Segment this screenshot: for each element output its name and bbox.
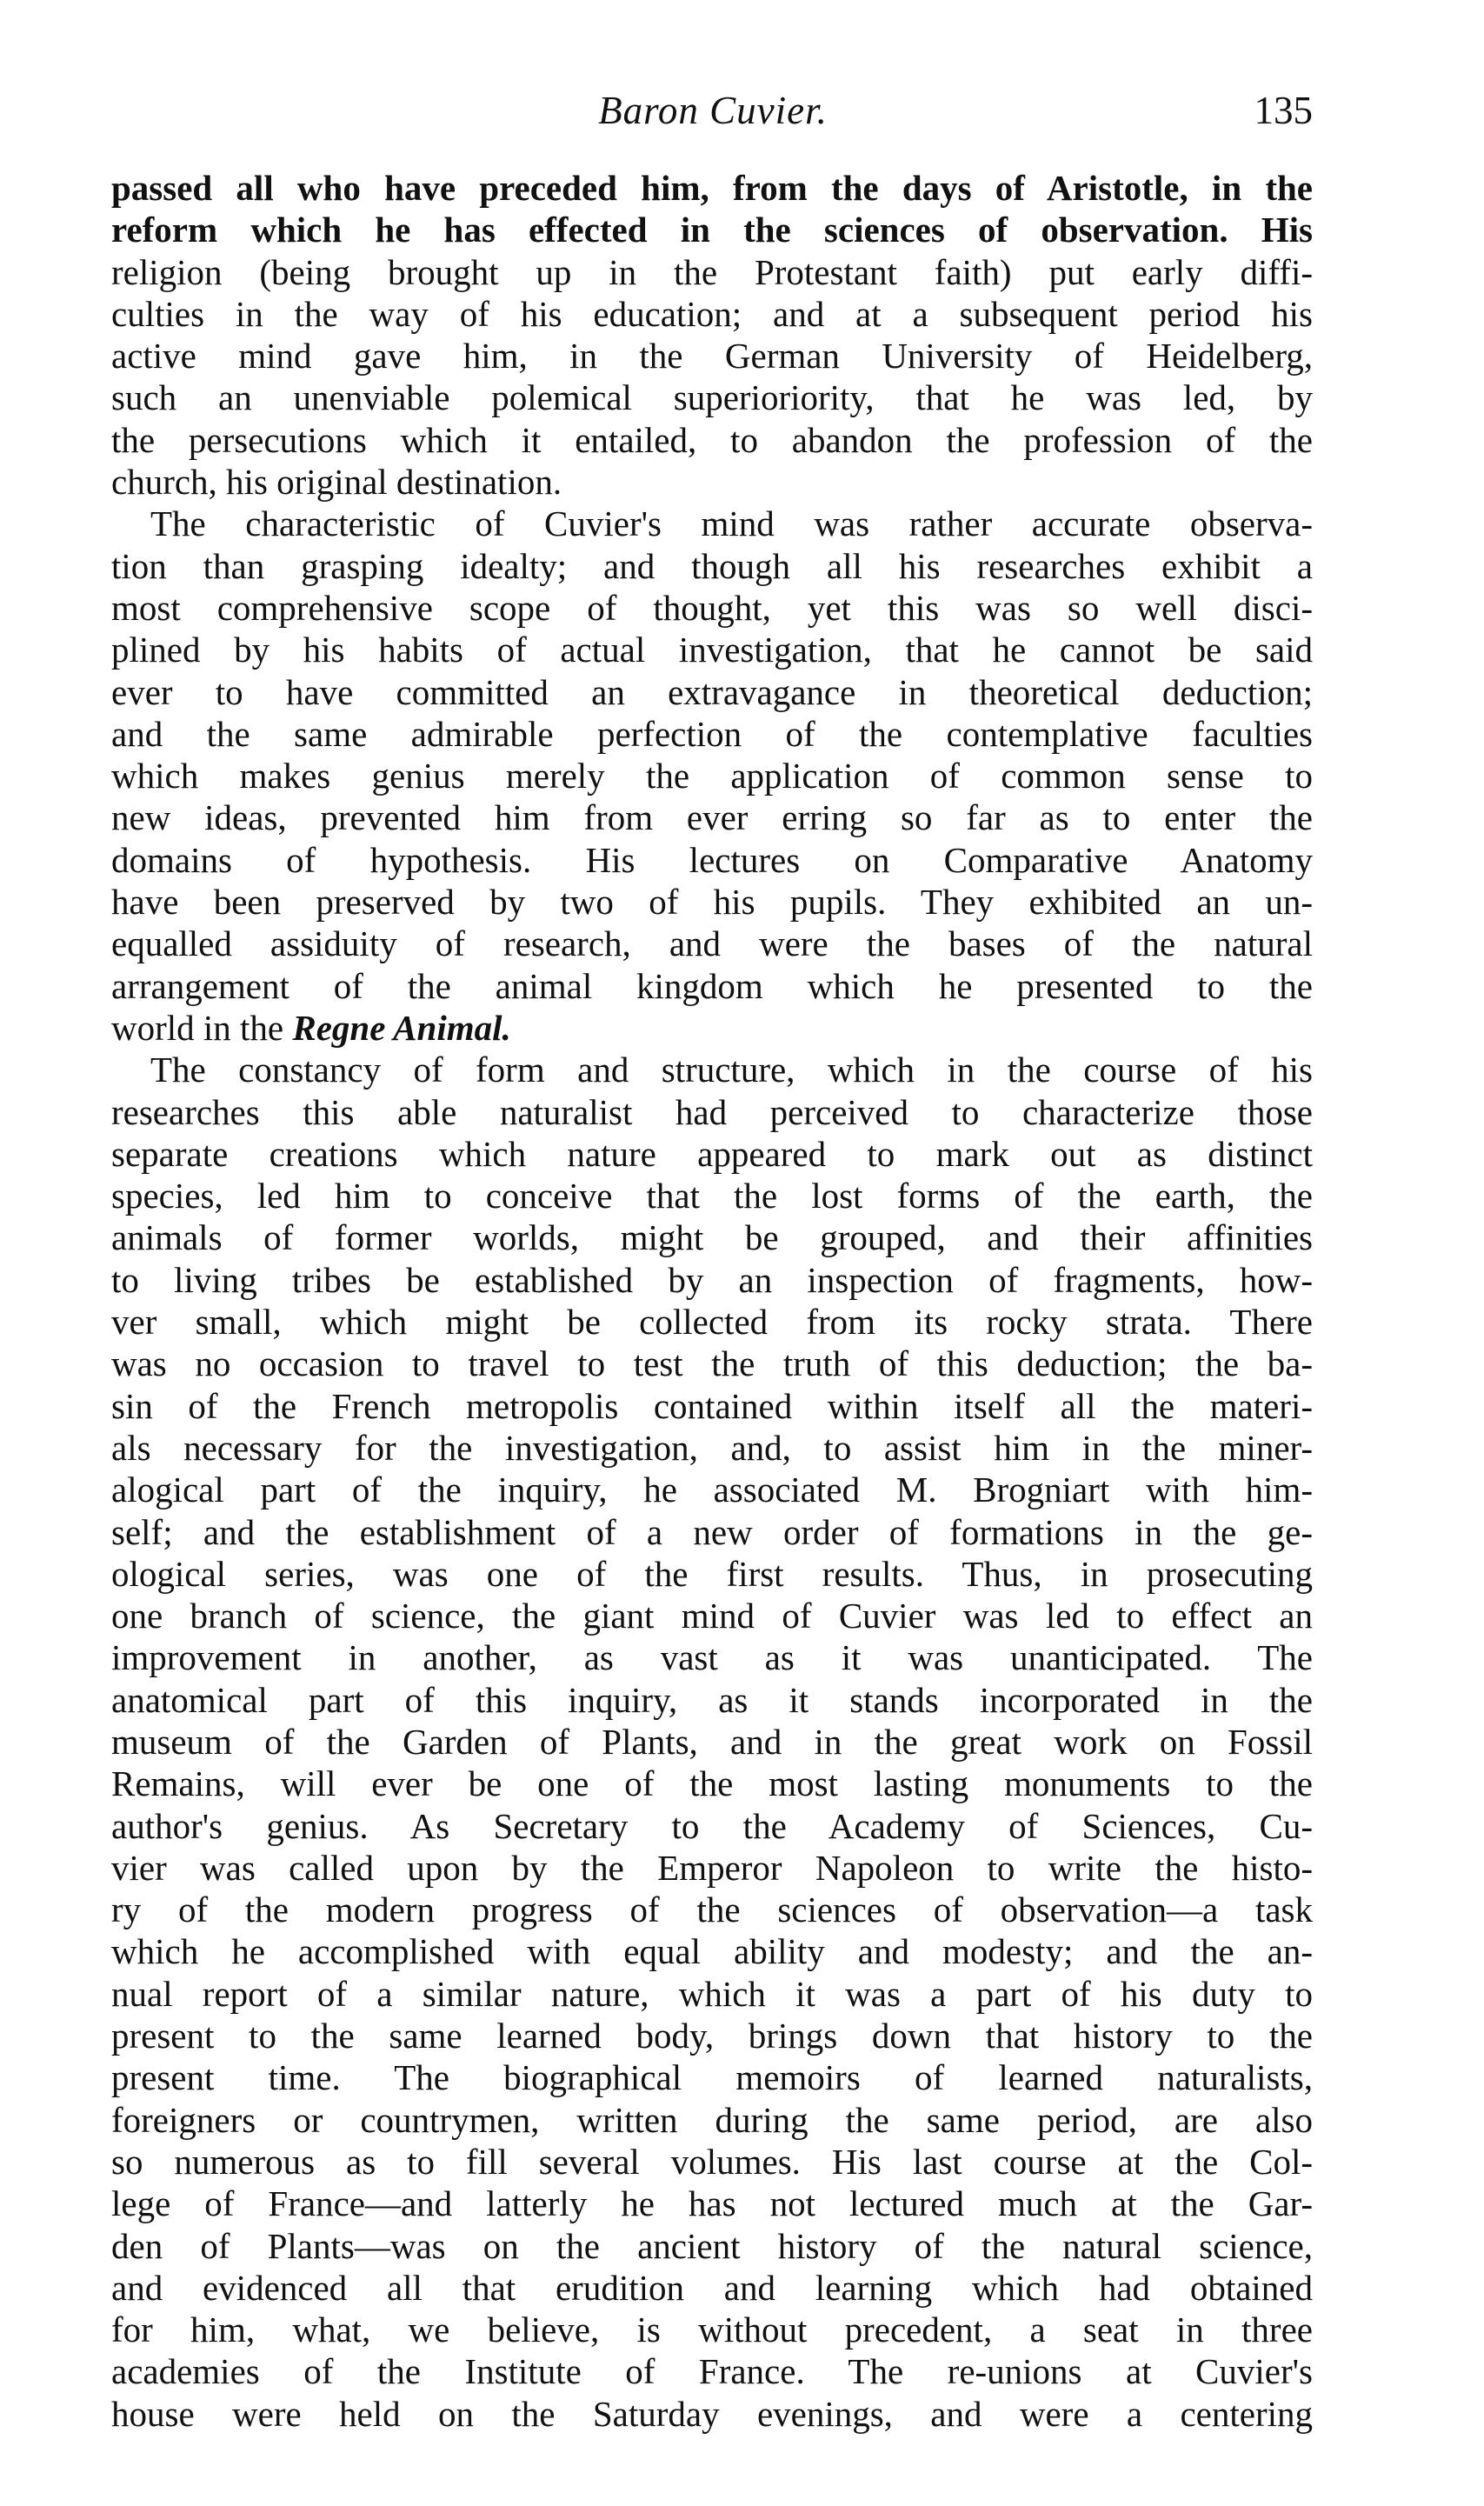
text-line-content: church, his original destination. bbox=[111, 462, 562, 503]
running-head bbox=[113, 80, 1313, 141]
text-line bbox=[111, 461, 1313, 503]
text-line bbox=[111, 2183, 1313, 2224]
text-line bbox=[111, 1847, 1313, 1889]
text-line bbox=[111, 1343, 1313, 1384]
text-line-content: The characteristic of Cuvier's mind was rather accurate observa- bbox=[150, 503, 1313, 544]
text-line bbox=[111, 2267, 1313, 2309]
text-line-content: ver small, which might be collected from its rocky strata. There bbox=[111, 1302, 1313, 1343]
text-line-content: ry of the modern progress of the sciences of observation—a task bbox=[111, 1889, 1313, 1930]
text-line-content: to living tribes be established by an inspection of fragments, how- bbox=[111, 1259, 1313, 1300]
text-line bbox=[111, 839, 1313, 881]
text-line-content: sin of the French metropolis contained within itself all the materi- bbox=[111, 1385, 1313, 1426]
text-line-content: separate creations which nature appeared to mark out as distinct bbox=[111, 1133, 1313, 1174]
text-line-content: house were held on the Saturday evenings, and were a centering bbox=[111, 2393, 1313, 2434]
text-line-content: self; and the establishment of a new order of formations in the ge- bbox=[111, 1511, 1313, 1552]
text-line-content: improvement in another, as vast as it was unanticipated. The bbox=[111, 1637, 1313, 1678]
text-line-content: arrangement of the animal kingdom which he presented to the bbox=[111, 965, 1313, 1006]
text-line bbox=[111, 1805, 1313, 1847]
text-line-content: researches this able naturalist had perceived to characterize those bbox=[111, 1091, 1313, 1132]
text-line-content: passed all who have preceded him, from the days of Aristotle, in the bbox=[111, 168, 1313, 208]
text-line bbox=[111, 1889, 1313, 1930]
text-line-content: most comprehensive scope of thought, yet this was so well disci- bbox=[111, 587, 1313, 628]
work-title: Regne Animal. bbox=[292, 1007, 511, 1048]
text-line bbox=[111, 629, 1313, 670]
text-line-content: museum of the Garden of Plants, and in the great work on Fossil bbox=[111, 1721, 1313, 1762]
text-line bbox=[111, 1385, 1313, 1427]
text-line-content: present to the same learned body, brings down that history to the bbox=[111, 2016, 1313, 2056]
text-line-content: religion (being brought up in the Protestant faith) put early diffi- bbox=[111, 251, 1313, 292]
text-line-content: tion than grasping idealty; and though all his researches exhibit a bbox=[111, 545, 1313, 586]
text-line-content: domains of hypothesis. His lectures on Comparative Anatomy bbox=[111, 839, 1313, 880]
text-line bbox=[111, 965, 1313, 1007]
text-line bbox=[111, 2056, 1313, 2098]
text-line bbox=[111, 545, 1313, 587]
body-text bbox=[111, 167, 1313, 2435]
text-line-content: vier was called upon by the Emperor Napoleon to write the histo- bbox=[111, 1847, 1313, 1888]
text-line-content: Remains, will ever be one of the most lasting monuments to the bbox=[111, 1763, 1313, 1804]
text-line bbox=[111, 1091, 1313, 1133]
text-line bbox=[111, 1595, 1313, 1636]
text-line bbox=[111, 1427, 1313, 1469]
text-line-content: and evidenced all that erudition and learning which had obtained bbox=[111, 2267, 1313, 2308]
text-line bbox=[111, 209, 1313, 250]
text-line bbox=[111, 2015, 1313, 2056]
text-line bbox=[111, 503, 1313, 544]
text-line-content: author's genius. As Secretary to the Academy of Sciences, Cu- bbox=[111, 1805, 1313, 1846]
text-line-content: nual report of a similar nature, which it was a part of his duty to bbox=[111, 1973, 1313, 2014]
text-line bbox=[111, 2393, 1313, 2435]
text-line-content: academies of the Institute of France. The re-unions at Cuvier's bbox=[111, 2351, 1313, 2392]
text-line-content: which he accomplished with equal ability and modesty; and the an- bbox=[111, 1931, 1313, 1972]
text-line bbox=[111, 755, 1313, 796]
text-line-content: which makes genius merely the application of common sense to bbox=[111, 756, 1313, 796]
text-line-content: lege of France—and latterly he has not lectured much at the Gar- bbox=[111, 2183, 1313, 2224]
text-line-content: equalled assiduity of research, and were the bases of the natural bbox=[111, 923, 1313, 964]
text-line-content: ological series, was one of the first results. Thus, in prosecuting bbox=[111, 1553, 1313, 1594]
text-line bbox=[111, 1553, 1313, 1595]
text-line bbox=[111, 293, 1313, 335]
text-line-content: so numerous as to fill several volumes. His last course at the Col- bbox=[111, 2141, 1313, 2182]
text-line bbox=[111, 923, 1313, 964]
text-line-content: present time. The biographical memoirs of learned naturalists, bbox=[111, 2057, 1313, 2098]
text-line bbox=[111, 1763, 1313, 1804]
running-title: Baron Cuvier. bbox=[598, 89, 828, 132]
text-line-content: animals of former worlds, might be grouped, and their affinities bbox=[111, 1217, 1313, 1258]
text-line bbox=[111, 2141, 1313, 2183]
text-line-content: den of Plants—was on the ancient history of the natural science, bbox=[111, 2225, 1313, 2266]
text-line bbox=[111, 1175, 1313, 1216]
text-line bbox=[111, 419, 1313, 461]
text-line bbox=[111, 1973, 1313, 2015]
text-line-content: als necessary for the investigation, and, to assist him in the miner- bbox=[111, 1427, 1313, 1468]
text-line-content: ever to have committed an extravagance in theoretical deduction; bbox=[111, 671, 1313, 712]
text-line-content: anatomical part of this inquiry, as it stands incorporated in the bbox=[111, 1679, 1313, 1720]
text-line-content: world in the bbox=[111, 1007, 293, 1048]
text-line-content: foreigners or countrymen, written during the same period, are also bbox=[111, 2099, 1313, 2140]
text-line bbox=[111, 1511, 1313, 1553]
text-line bbox=[111, 1679, 1313, 1721]
text-line-content: have been preserved by two of his pupils. They exhibited an un- bbox=[111, 882, 1313, 923]
text-line bbox=[111, 1216, 1313, 1258]
text-line bbox=[111, 167, 1313, 209]
text-line bbox=[111, 671, 1313, 713]
text-line-content: the persecutions which it entailed, to abandon the profession of the bbox=[111, 419, 1313, 460]
text-line-content: such an unenviable polemical superioriority, that he was led, by bbox=[111, 377, 1313, 418]
text-line bbox=[111, 1049, 1313, 1090]
text-line-content: was no occasion to travel to test the truth of this deduction; the ba- bbox=[111, 1343, 1313, 1384]
text-line-content: one branch of science, the giant mind of Cuvier was led to effect an bbox=[111, 1596, 1313, 1636]
text-line bbox=[111, 2350, 1313, 2392]
text-line bbox=[111, 2225, 1313, 2267]
text-line bbox=[111, 1133, 1313, 1175]
text-line bbox=[111, 2309, 1313, 2350]
text-line bbox=[111, 1636, 1313, 1678]
text-line-content: reform which he has effected in the sciences of observation. His bbox=[111, 210, 1313, 250]
page-number: 135 bbox=[1254, 89, 1313, 132]
text-line bbox=[111, 796, 1313, 838]
text-line bbox=[111, 587, 1313, 629]
text-line bbox=[111, 335, 1313, 377]
text-line-content: species, led him to conceive that the lost forms of the earth, the bbox=[111, 1176, 1313, 1216]
text-line-content: new ideas, prevented him from ever erring so far as to enter the bbox=[111, 797, 1313, 838]
text-line bbox=[111, 713, 1313, 755]
text-line bbox=[111, 2099, 1313, 2141]
text-line bbox=[111, 1007, 1313, 1049]
text-line bbox=[111, 1469, 1313, 1510]
text-line-content: active mind gave him, in the German University of Heidelberg, bbox=[111, 336, 1313, 377]
text-line bbox=[111, 881, 1313, 923]
text-line bbox=[111, 377, 1313, 418]
text-line-content: and the same admirable perfection of the contemplative faculties bbox=[111, 713, 1313, 754]
text-line bbox=[111, 1301, 1313, 1343]
text-line bbox=[111, 1930, 1313, 1972]
text-line bbox=[111, 1259, 1313, 1301]
text-line-content: for him, what, we believe, is without precedent, a seat in three bbox=[111, 2309, 1313, 2350]
text-line bbox=[111, 1721, 1313, 1763]
text-line-content: culties in the way of his education; and at a subsequent period his bbox=[111, 293, 1313, 334]
text-line-content: alogical part of the inquiry, he associated M. Brogniart with him- bbox=[111, 1470, 1313, 1510]
text-line-content: The constancy of form and structure, which in the course of his bbox=[150, 1050, 1313, 1090]
text-line-content: plined by his habits of actual investigation, that he cannot be said bbox=[111, 630, 1313, 670]
text-line bbox=[111, 251, 1313, 293]
